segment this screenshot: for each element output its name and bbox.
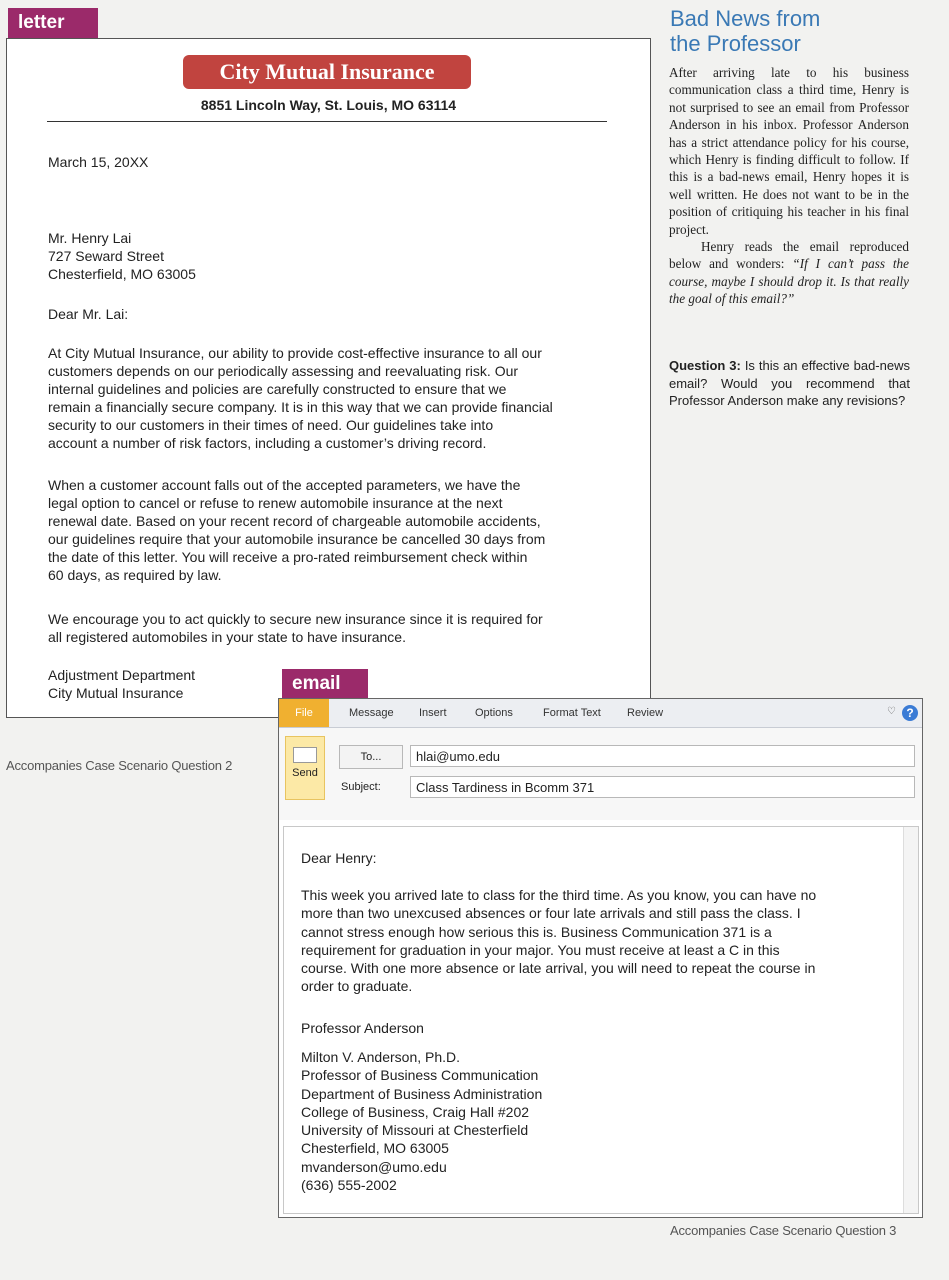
scrollbar[interactable] <box>903 827 918 1213</box>
text-line: 60 days, as required by law. <box>48 567 222 583</box>
email-signature <box>301 1048 542 1194</box>
recipient-line: Chesterfield, MO 63005 <box>48 266 196 282</box>
letter-document <box>6 38 651 718</box>
tab-insert[interactable]: Insert <box>419 707 447 719</box>
to-button[interactable]: To... <box>339 745 403 769</box>
signature-line: University of Missouri at Chesterfield <box>301 1122 529 1139</box>
email-caption: Accompanies Case Scenario Question 3 <box>670 1223 897 1238</box>
email-greeting: Dear Henry: <box>301 850 377 866</box>
text-line: all registered automobiles in your state to have insurance. <box>48 629 406 645</box>
text-line: order to graduate. <box>301 978 413 995</box>
text-line: security to our customers in their times of need. Our guidelines take into <box>48 417 494 433</box>
text-line: the date of this letter. You will receive a pro-rated reimbursement check within <box>48 549 528 565</box>
email-window <box>278 698 923 1218</box>
letter-tag: letter <box>8 8 98 40</box>
text-line: At City Mutual Insurance, our ability to provide cost-effective insurance to all our <box>48 345 542 361</box>
to-input[interactable]: hlai@umo.edu <box>410 745 915 767</box>
question-label: Question 3: <box>669 358 741 373</box>
text-line: legal option to cancel or refuse to renew automobile insurance at the next <box>48 495 503 511</box>
letter-salutation: Dear Mr. Lai: <box>48 306 129 322</box>
minimize-ribbon-icon[interactable]: ♡ <box>887 706 896 717</box>
closing-line: Adjustment Department <box>48 667 196 683</box>
letter-closing <box>48 666 195 702</box>
text-line: course. With one more absence or late arrival, you will need to repeat the course in <box>301 960 816 977</box>
signature-line: Department of Business Administration <box>301 1085 543 1102</box>
paragraph-quote: “If I can’t pass the course, maybe I should drop it. Is that really the goal of this email?” <box>669 256 909 307</box>
signature-line: College of Business, Craig Hall #202 <box>301 1103 530 1120</box>
signature-line: Professor of Business Communication <box>301 1067 539 1084</box>
sidebar-title <box>670 6 820 56</box>
title-line: Bad News from <box>670 6 821 31</box>
send-icon <box>293 747 317 763</box>
subject-label: Subject: <box>341 781 381 793</box>
letter-date: March 15, 20XX <box>48 154 149 170</box>
closing-line: City Mutual Insurance <box>48 685 184 701</box>
letter-paragraph <box>48 344 553 452</box>
sidebar-paragraph <box>669 238 909 308</box>
help-icon[interactable]: ? <box>902 705 918 721</box>
tab-options[interactable]: Options <box>475 707 513 719</box>
text-line: requirement for graduation in your major. You must receive at least a C in this <box>301 941 780 958</box>
tab-message[interactable]: Message <box>349 707 394 719</box>
paragraph-text: Henry reads the email reproduced below and wonders: <box>669 239 909 272</box>
company-address: 8851 Lincoln Way, St. Louis, MO 63114 <box>200 97 457 113</box>
letter-paragraph <box>48 476 545 584</box>
text-line: remain a financially secure company. It is in this way that we can provide financial <box>48 399 553 415</box>
letter-caption: Accompanies Case Scenario Question 2 <box>6 758 233 773</box>
text-line: cannot stress enough how serious this is. Business Communication 371 is a <box>301 923 772 940</box>
recipient-line: 727 Seward Street <box>48 248 164 264</box>
message-body[interactable] <box>283 826 919 1214</box>
recipient-line: Mr. Henry Lai <box>48 230 132 246</box>
email-tag: email <box>282 669 368 701</box>
signature-line: (636) 555-2002 <box>301 1177 397 1194</box>
text-line: customers depends on our periodically assessing and reevaluating risk. Our <box>48 363 519 379</box>
ribbon-tabs <box>279 699 922 728</box>
text-line: internal guidelines and policies are carefully constructed to ensure that we <box>48 381 507 397</box>
tab-file[interactable]: File <box>279 699 329 727</box>
text-line: When a customer account falls out of the accepted parameters, we have the <box>48 477 521 493</box>
send-button[interactable] <box>285 736 325 800</box>
signature-line: mvanderson@umo.edu <box>301 1158 447 1175</box>
compose-header <box>279 728 922 820</box>
text-line: account a number of risk factors, including a customer’s driving record. <box>48 435 487 451</box>
signature-line: Milton V. Anderson, Ph.D. <box>301 1049 461 1065</box>
email-signoff: Professor Anderson <box>301 1020 424 1036</box>
sidebar-body <box>669 64 909 308</box>
tab-review[interactable]: Review <box>627 707 664 719</box>
text-line: We encourage you to act quickly to secure new insurance since it is required for <box>48 611 543 627</box>
sidebar-paragraph: After arriving late to his business communication class a third time, Henry is not surprised to see an email from Professor Anderson in his inbox. Professor Anderson has a strict attendance policy for his course, which Henry is finding difficult to follow. If this is a bad-news email, Henry hopes it is well written. He does not want to be in the position of critiquing his teacher in his final project. <box>669 65 909 237</box>
question-text: Is this an effective bad-news email? Would you recommend that Professor Anderson make any revisions? <box>669 358 910 408</box>
recipient-block <box>48 229 196 283</box>
text-line: renewal date. Based on your recent record of chargeable automobile accidents, <box>48 513 541 529</box>
email-paragraph <box>301 886 816 996</box>
text-line: our guidelines require that your automobile insurance be cancelled 30 days from <box>48 531 546 547</box>
tab-format-text[interactable]: Format Text <box>543 707 601 719</box>
send-label: Send <box>292 767 318 779</box>
case-question <box>669 357 910 410</box>
title-line: the Professor <box>670 31 801 56</box>
signature-line: Chesterfield, MO 63005 <box>301 1140 449 1157</box>
text-line: This week you arrived late to class for the third time. As you know, you can have no <box>301 887 817 903</box>
company-logo: City Mutual Insurance <box>183 55 471 89</box>
letterhead-divider <box>47 121 607 122</box>
letter-paragraph <box>48 610 543 646</box>
subject-input[interactable]: Class Tardiness in Bcomm 371 <box>410 776 915 798</box>
text-line: more than two unexcused absences or four late arrivals and still pass the class. I <box>301 905 801 922</box>
